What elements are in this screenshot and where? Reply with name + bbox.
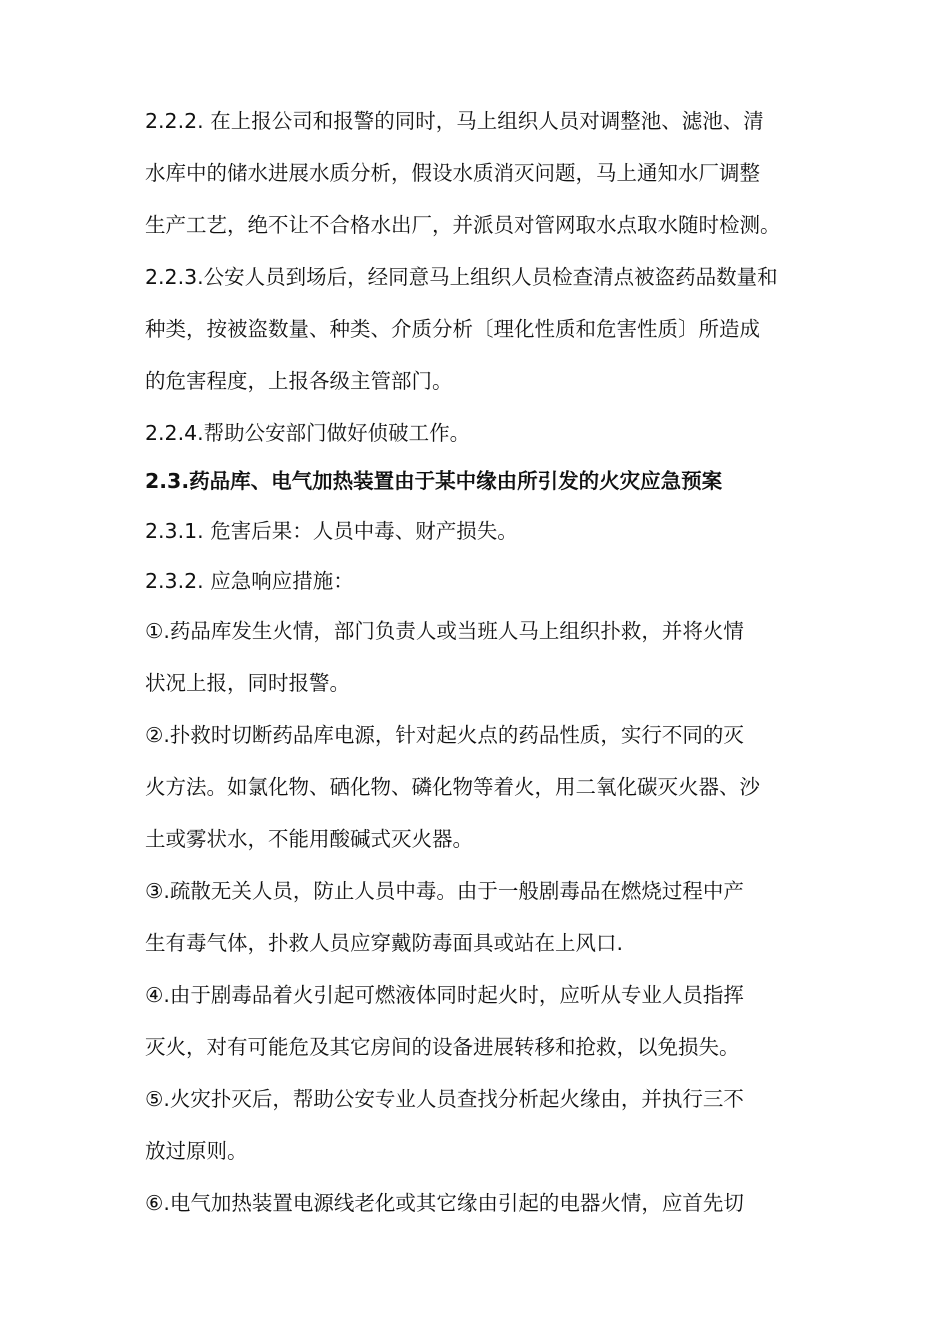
paragraph-line: 2.3.2. 应急响应措施：	[145, 569, 354, 593]
paragraph-line: ⑥.电气加热装置电源线老化或其它缘由引起的电器火情，应首先切	[145, 1191, 744, 1215]
paragraph-line: 灭火，对有可能危及其它房间的设备进展转移和抢救，以免损失。	[145, 1035, 740, 1059]
paragraph-line: 2.2.2. 在上报公司和报警的同时，马上组织人员对调整池、滤池、清	[145, 109, 764, 133]
paragraph-line: ⑤.火灾扑灭后，帮助公安专业人员查找分析起火缘由，并执行三不	[145, 1087, 744, 1111]
paragraph-line: 生有毒气体，扑救人员应穿戴防毒面具或站在上风口.	[145, 931, 624, 955]
paragraph-line: 火方法。如氯化物、硒化物、磷化物等着火，用二氧化碳灭火器、沙	[145, 775, 760, 799]
section-heading: 2.3.药品库、电气加热装置由于某中缘由所引发的火灾应急预案	[145, 469, 723, 493]
paragraph-line: ③.疏散无关人员，防止人员中毒。由于一般剧毒品在燃烧过程中产	[145, 879, 744, 903]
paragraph-line: 土或雾状水，不能用酸碱式灭火器。	[145, 827, 473, 851]
paragraph-line: 水库中的储水进展水质分析，假设水质消灭问题，马上通知水厂调整	[145, 161, 760, 185]
paragraph-line: 2.2.3.公安人员到场后，经同意马上组织人员检查清点被盗药品数量和	[145, 265, 778, 289]
paragraph-line: 的危害程度，上报各级主管部门。	[145, 369, 453, 393]
paragraph-line: 生产工艺，绝不让不合格水出厂，并派员对管网取水点取水随时检测。	[145, 213, 781, 237]
paragraph-line: ②.扑救时切断药品库电源，针对起火点的药品性质，实行不同的灭	[145, 723, 744, 747]
paragraph-line: 种类，按被盗数量、种类、介质分析〔理化性质和危害性质〕所造成	[145, 317, 760, 341]
paragraph-line: 放过原则。	[145, 1139, 248, 1163]
paragraph-line: ④.由于剧毒品着火引起可燃液体同时起火时，应听从专业人员指挥	[145, 983, 744, 1007]
paragraph-line: 2.3.1. 危害后果：人员中毒、财产损失。	[145, 519, 518, 543]
paragraph-line: 2.2.4.帮助公安部门做好侦破工作。	[145, 421, 471, 445]
paragraph-line: 状况上报，同时报警。	[145, 671, 350, 695]
paragraph-line: ①.药品库发生火情，部门负责人或当班人马上组织扑救，并将火情	[145, 619, 744, 643]
